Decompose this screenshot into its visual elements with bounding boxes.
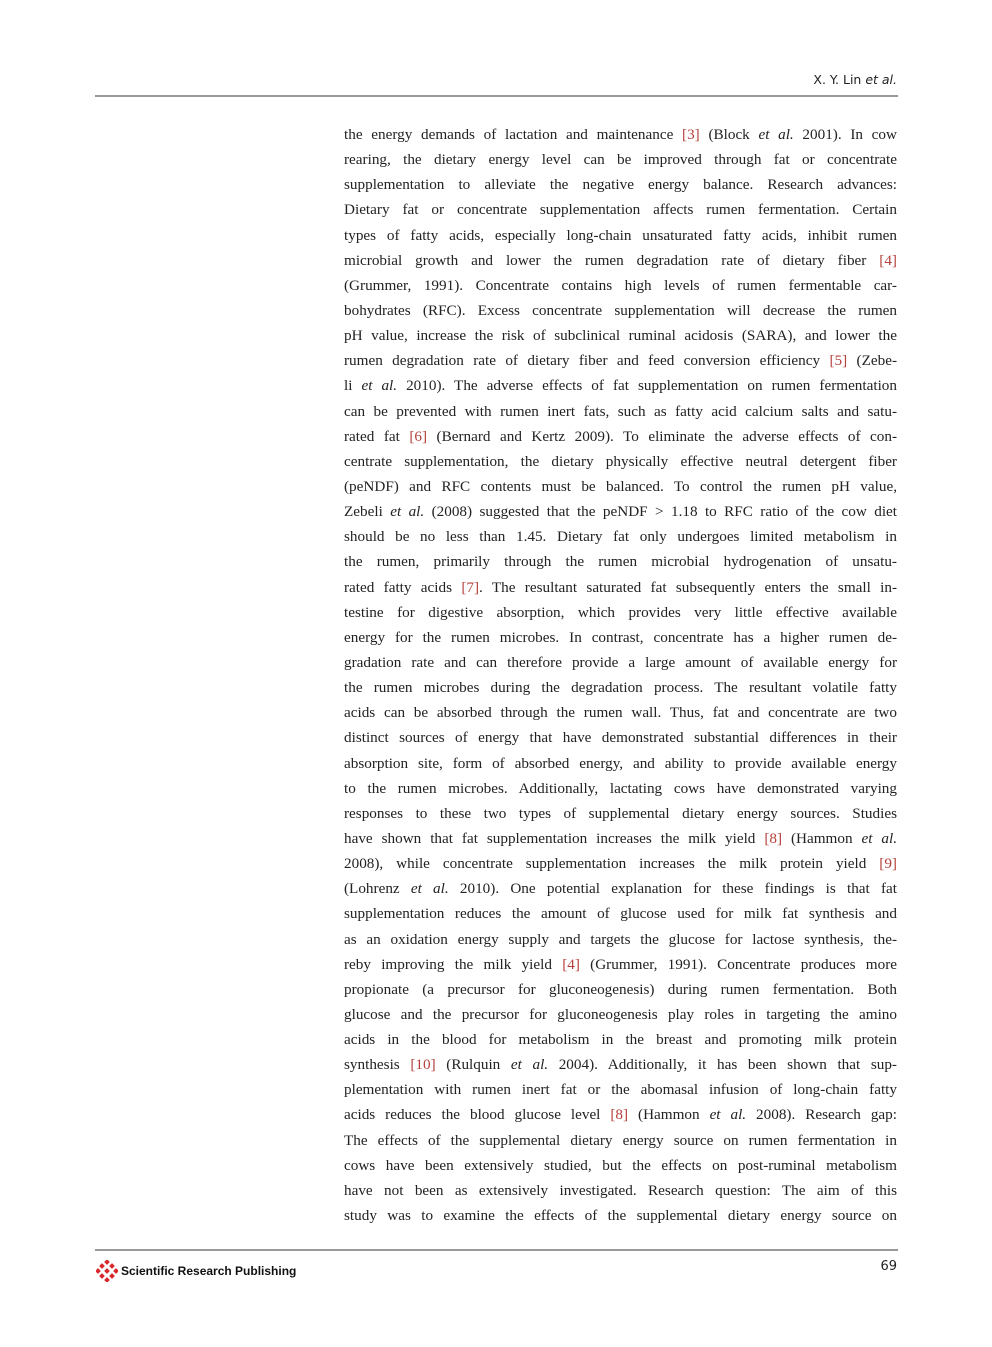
text-line <box>344 122 897 147</box>
italic-text: et al. <box>361 377 398 395</box>
text-run: propionate (a precursor for gluconeogenesis) during rumen fermentation. Both <box>344 980 897 998</box>
text-line <box>344 776 897 801</box>
citation-link[interactable]: [4] <box>562 955 580 973</box>
italic-text: et al. <box>758 126 794 143</box>
text-line <box>344 952 897 977</box>
text-line <box>344 1203 897 1228</box>
text-line <box>344 876 897 901</box>
text-run: 2008). Research gap: <box>746 1106 897 1124</box>
text-line <box>344 1128 897 1153</box>
text-line <box>344 751 897 776</box>
text-line <box>344 223 897 248</box>
text-run: pH value, increase the risk of subclinical ruminal acidosis (SARA), and lower the <box>344 327 897 345</box>
text-line <box>344 172 897 197</box>
citation-link[interactable]: [8] <box>610 1106 629 1124</box>
citation-link[interactable]: [7] <box>461 578 480 596</box>
text-line <box>344 1102 897 1127</box>
text-run: rearing, the dietary energy level can be improved through fat or concentrate <box>344 151 897 169</box>
text-line <box>344 801 897 826</box>
text-line <box>344 600 897 625</box>
text-line <box>344 700 897 725</box>
text-run: synthesis <box>344 1056 411 1074</box>
text-run: reby improving the milk yield <box>344 955 563 973</box>
italic-text: et al. <box>861 829 897 847</box>
text-run: distinct sources of energy that have demonstrated substantial differences in their <box>344 729 897 747</box>
italic-text: et al. <box>390 503 425 521</box>
text-run: (2008) suggested that the peNDF > 1.18 to RFC ratio of the cow diet <box>424 503 898 521</box>
text-run: glucose and the precursor for gluconeogenesis play roles in targeting the amino <box>344 1005 897 1023</box>
text-line <box>344 273 897 298</box>
italic-text: et al. <box>510 1056 549 1074</box>
text-line <box>344 1077 897 1102</box>
text-run: cows have been extensively studied, but the effects on post-ruminal metabolism <box>344 1156 897 1174</box>
text-run: (Hammon <box>782 829 862 847</box>
text-run: (Bernard and Kertz 2009). To eliminate the adverse effects of con- <box>427 427 898 445</box>
text-line <box>344 1027 897 1052</box>
italic-text: et al. <box>709 1106 747 1124</box>
text-line <box>344 675 897 700</box>
text-line <box>344 424 897 449</box>
text-run: rumen degradation rate of dietary fiber and feed conversion efficiency <box>344 352 830 370</box>
text-run: 2004). Additionally, it has been shown that sup- <box>548 1056 897 1074</box>
text-run: (peNDF) and RFC contents must be balanced. To control the rumen pH value, <box>344 477 897 495</box>
text-run: 2010). The adverse effects of fat supplementation on rumen fermentation <box>397 377 897 395</box>
text-line <box>344 901 897 926</box>
text-run: supplementation to alleviate the negative energy balance. Research advances: <box>344 176 897 194</box>
text-line <box>344 1153 897 1178</box>
text-run: the rumen, primarily through the rumen microbial hydrogenation of unsatu- <box>344 553 897 571</box>
text-line <box>344 575 897 600</box>
text-line <box>344 1178 897 1203</box>
text-run: rated fatty acids <box>344 578 462 596</box>
text-run: can be prevented with rumen inert fats, such as fatty acid calcium salts and satu- <box>344 402 897 420</box>
running-header <box>813 72 897 87</box>
text-line <box>344 1002 897 1027</box>
text-run: (Zebe- <box>847 352 897 370</box>
text-run: responses to these two types of supplemental dietary energy sources. Studies <box>344 804 897 822</box>
italic-text: et al. <box>410 880 449 898</box>
text-run: acids can be absorbed through the rumen wall. Thus, fat and concentrate are two <box>344 704 897 722</box>
citation-link[interactable]: [6] <box>409 427 428 445</box>
text-run: have shown that fat supplementation increases the milk yield <box>344 829 765 847</box>
text-run: acids in the blood for metabolism in the breast and promoting milk protein <box>344 1031 897 1049</box>
text-line <box>344 549 897 574</box>
text-run: plementation with rumen inert fat or the abomasal infusion of long-chain fatty <box>344 1081 897 1099</box>
header-etal: et al. <box>865 72 897 87</box>
text-run: study was to examine the effects of the supplemental dietary energy source on <box>344 1207 897 1225</box>
citation-link[interactable]: [10] <box>410 1056 436 1074</box>
text-run: Dietary fat or concentrate supplementation affects rumen fermentation. Certain <box>344 201 897 219</box>
citation-link[interactable]: [5] <box>829 352 848 370</box>
text-line <box>344 977 897 1002</box>
text-run: (Grummer, 1991). Concentrate contains high levels of rumen fermentable car- <box>344 276 897 294</box>
text-line <box>344 499 897 524</box>
text-run: . The resultant saturated fat subsequently enters the small in- <box>479 578 897 596</box>
text-line <box>344 625 897 650</box>
text-run: 2001). In cow <box>793 126 897 143</box>
text-run: energy for the rumen microbes. In contrast, concentrate has a higher rumen de- <box>344 628 897 646</box>
text-run: to the rumen microbes. Additionally, lactating cows have demonstrated varying <box>344 779 897 797</box>
text-line <box>344 298 897 323</box>
text-run: rated fat <box>344 427 410 445</box>
text-run: (Grummer, 1991). Concentrate produces more <box>579 955 897 973</box>
text-run: The effects of the supplemental dietary energy source on rumen fermentation in <box>344 1131 897 1149</box>
text-run: absorption site, form of absorbed energy, and ability to provide available energy <box>344 754 897 772</box>
text-run: types of fatty acids, especially long-chain unsaturated fatty acids, inhibit rumen <box>344 226 897 244</box>
text-line <box>344 248 897 273</box>
text-run: 2010). One potential explanation for these findings is that fat <box>448 880 897 898</box>
text-run: as an oxidation energy supply and targets the glucose for lactose synthesis, the- <box>344 930 897 948</box>
text-run: microbial growth and lower the rumen degradation rate of dietary fiber <box>344 251 880 269</box>
header-author: X. Y. Lin <box>813 72 862 87</box>
citation-link[interactable]: [4] <box>879 251 897 269</box>
text-line <box>344 348 897 373</box>
text-line <box>344 399 897 424</box>
text-run: the energy demands of lactation and maintenance <box>344 126 683 143</box>
footer-rule <box>95 1249 898 1251</box>
citation-link[interactable]: [9] <box>879 855 897 873</box>
text-run: (Hammon <box>628 1106 710 1124</box>
publisher-logo <box>96 1260 296 1282</box>
text-line <box>344 373 897 398</box>
publisher-name: Scientific Research Publishing <box>121 1264 297 1278</box>
text-line <box>344 449 897 474</box>
text-run: the rumen microbes during the degradation process. The resultant volatile fatty <box>344 679 897 697</box>
text-run: li <box>344 377 362 395</box>
publisher-logo-icon <box>96 1260 118 1282</box>
text-line <box>344 725 897 750</box>
text-line <box>344 826 897 851</box>
text-line <box>344 1052 897 1077</box>
text-run: (Block <box>699 126 759 143</box>
text-run: (Lohrenz <box>344 880 411 898</box>
text-run: centrate supplementation, the dietary physically effective neutral detergent fiber <box>344 452 897 470</box>
text-line <box>344 650 897 675</box>
text-run: (Rulquin <box>435 1056 511 1074</box>
text-run: bohydrates (RFC). Excess concentrate supplementation will decrease the rumen <box>344 301 897 319</box>
text-run: acids reduces the blood glucose level <box>344 1106 611 1124</box>
text-line <box>344 524 897 549</box>
text-line <box>344 147 897 172</box>
text-run: gradation rate and can therefore provide a large amount of available energy for <box>344 653 897 671</box>
body-text <box>344 122 897 1228</box>
text-line <box>344 927 897 952</box>
text-run: Zebeli <box>344 503 391 521</box>
header-rule <box>95 95 898 97</box>
citation-link[interactable]: [3] <box>682 126 700 143</box>
text-run: have not been as extensively investigated. Research question: The aim of this <box>344 1181 897 1199</box>
page-number: 69 <box>880 1259 897 1274</box>
citation-link[interactable]: [8] <box>764 829 783 847</box>
text-line <box>344 474 897 499</box>
text-run: 2008), while concentrate supplementation increases the milk protein yield <box>344 855 880 873</box>
text-run: should be no less than 1.45. Dietary fat only undergoes limited metabolism in <box>344 528 897 546</box>
text-line <box>344 851 897 876</box>
text-run: testine for digestive absorption, which provides very little effective available <box>344 603 897 621</box>
text-line <box>344 323 897 348</box>
text-run: supplementation reduces the amount of glucose used for milk fat synthesis and <box>344 905 897 923</box>
text-line <box>344 197 897 222</box>
